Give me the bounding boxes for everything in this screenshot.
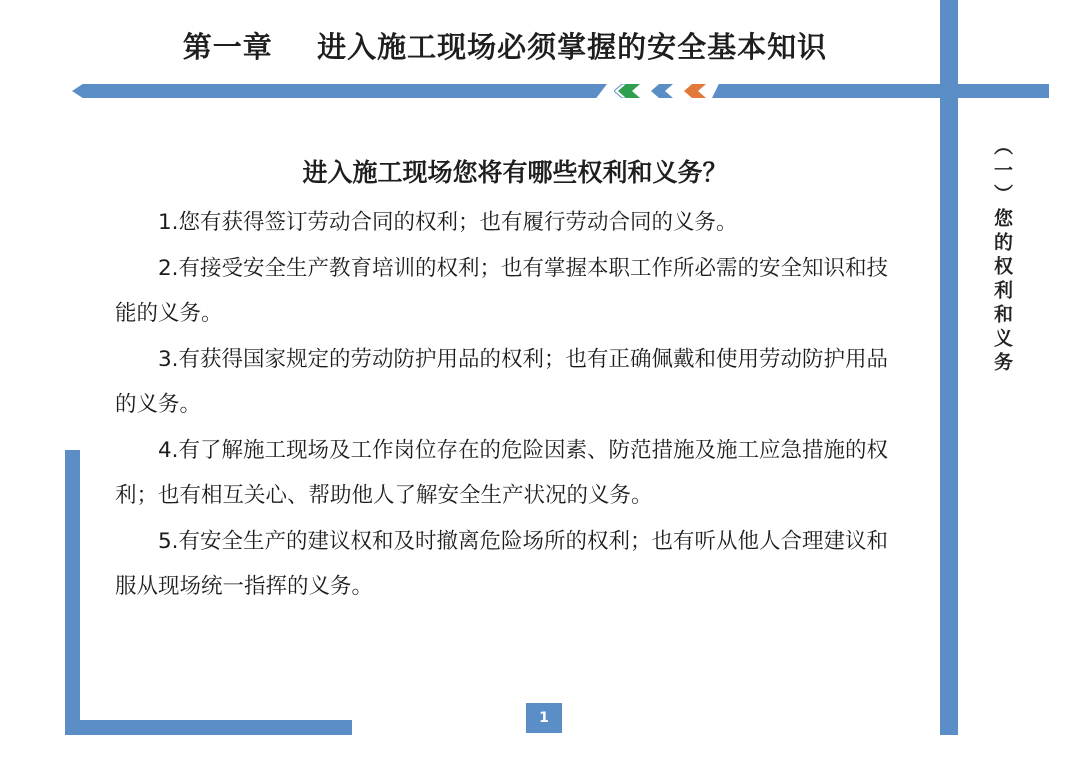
- chevron-left-orange-icon: [684, 84, 708, 98]
- section-title: 进入施工现场您将有哪些权利和义务？: [302, 158, 728, 187]
- content-item-1: 1.您有获得签订劳动合同的权利；也有履行劳动合同的义务。: [158, 210, 738, 235]
- chapter-title: 第一章 进入施工现场必须掌握的安全基本知识: [182, 30, 828, 64]
- side-section-label: （一）您的权利和义务: [991, 136, 1013, 376]
- content-item-2: 2.有接受安全生产教育培训的权利；也有掌握本职工作所必需的安全知识和技能的义务。: [115, 255, 889, 326]
- header-bar-far-right: [958, 84, 1049, 98]
- right-vertical-bar: [940, 0, 958, 735]
- content-item-5: 5.有安全生产的建议权和及时撤离危险场所的权利；也有听从他人合理建议和服从现场统一指挥的义务。: [115, 528, 889, 599]
- content-item-3: 3.有获得国家规定的劳动防护用品的权利；也有正确佩戴和使用劳动防护用品的义务。: [115, 346, 889, 417]
- page-number-badge: 1: [526, 703, 562, 733]
- left-vertical-bar: [65, 450, 80, 735]
- chevron-left-blue-icon: [651, 84, 675, 98]
- content-body: [115, 200, 905, 610]
- header-bar-right: [712, 84, 940, 98]
- chevron-left-green-icon: [618, 84, 642, 98]
- header-bar-left: [72, 84, 607, 98]
- content-item-4: 4.有了解施工现场及工作岗位存在的危险因素、防范措施及施工应急措施的权利；也有相互关心、帮助他人了解安全生产状况的义务。: [115, 437, 889, 508]
- bottom-bar: [65, 720, 352, 735]
